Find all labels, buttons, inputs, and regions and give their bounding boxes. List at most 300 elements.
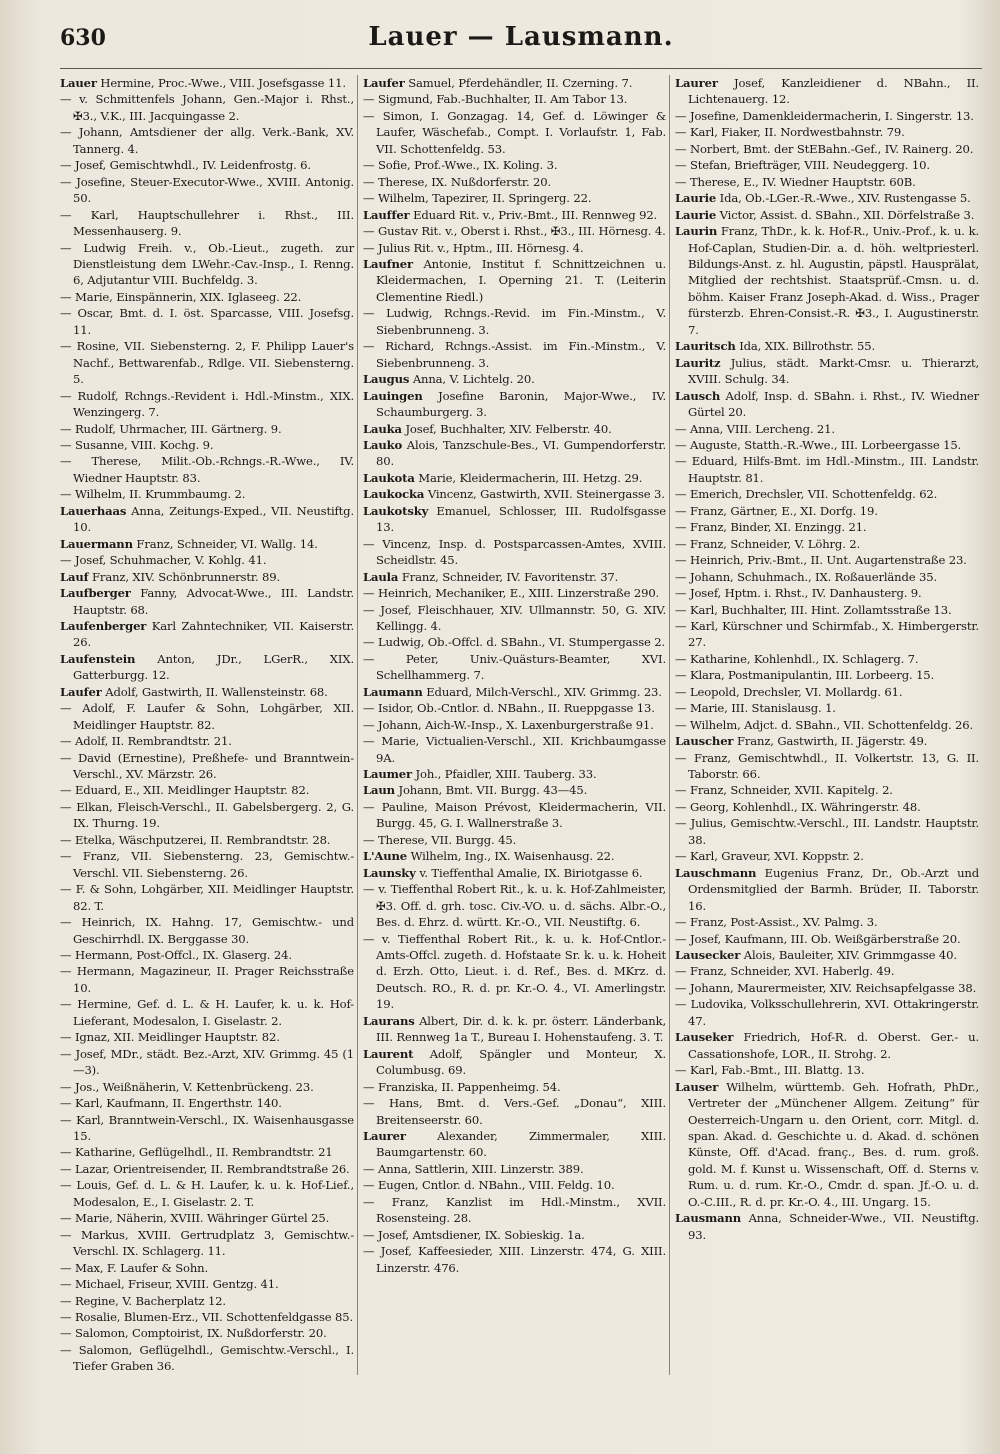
entry-surname: Laurin: [675, 224, 718, 239]
entry-details: — v. Schmittenfels Johann, Gen.-Major i. Rhst., ✠3., V.K., III. Jacquingasse 2.: [60, 92, 354, 123]
directory-entry: [363, 207, 666, 223]
directory-entry: [60, 585, 354, 618]
directory-entry: [675, 996, 979, 1029]
directory-entry: [363, 338, 666, 371]
entry-details: Josefine Baronin, Major-Wwe., IV. Schaumburgerg. 3.: [376, 388, 666, 420]
entry-details: — Isidor, Ob.-Cntlor. d. NBahn., II. Rueppgasse 13.: [363, 701, 655, 716]
entry-surname: Laurie: [675, 207, 717, 222]
directory-entry: [363, 536, 666, 569]
entry-details: — Eduard, E., XII. Meidlinger Hauptstr. 82.: [60, 783, 310, 798]
entry-details: Joh., Pfaidler, XIII. Tauberg. 33.: [415, 767, 597, 782]
entry-details: Wilhelm, württemb. Geh. Hofrath, PhDr., Vertreter der „Münchener Allgem. Zeitung“ für Oesterreich-Ungarn u. den Orient, corr. Mitgl. d. span. Akad. d. Geschichte u. d. Akad. d. schönen Künste, Off. d'Acad. franç., Bes. d. rum. groß. gold. M. f. Kunst u. Wissenschaft, Off. d. Sterns v. Rum. u. d. rum. Kr.-O., Cmdr. d. span. Jf.-O. u. d. O.-C.III., R. d. pr. Kr.-O. 4., III. Ungarg. 15.: [688, 1079, 979, 1209]
entry-surname: Lauf: [60, 569, 89, 584]
entry-details: — Heinrich, Priv.-Bmt., II. Unt. Augartenstraße 23.: [675, 553, 967, 568]
entry-details: — Max, F. Laufer & Sohn.: [60, 1260, 208, 1275]
entry-surname: Laukotsky: [363, 503, 429, 518]
entry-surname: Laurie: [675, 191, 717, 206]
entry-details: — Simon, I. Gonzagag. 14, Gef. d. Löwinger & Laufer, Wäschefab., Compt. I. Vorlaufstr. 1, Fab. VII. Schottenfeldg. 53.: [363, 108, 666, 156]
entry-details: Julius, städt. Markt-Cmsr. u. Thierarzt, XVIII. Schulg. 34.: [688, 355, 979, 387]
entry-details: — Jos., Weißnäherin, V. Kettenbrückeng. 23.: [60, 1079, 314, 1094]
entry-surname: Laurer: [675, 76, 718, 90]
directory-columns: [60, 75, 982, 1375]
entry-details: — Katharine, Kohlenhdl., IX. Schlagerg. 7.: [675, 651, 919, 666]
entry-details: — Johann, Amtsdiener der allg. Verk.-Bank, XV. Tannerg. 4.: [60, 125, 354, 156]
directory-entry: [363, 486, 666, 502]
entry-details: — Karl, Fab.-Bmt., III. Blattg. 13.: [675, 1063, 865, 1078]
directory-entry: [60, 1227, 354, 1260]
directory-entry: [60, 421, 354, 437]
directory-entry: [60, 1161, 354, 1177]
entry-details: — Franz, VII. Siebensterng. 23, Gemischtw.-Verschl. VII. Siebensterng. 26.: [60, 849, 354, 880]
entry-details: — Josef, Hptm. i. Rhst., IV. Danhausterg. 9.: [675, 586, 922, 601]
directory-entry: [675, 141, 979, 157]
directory-entry: [363, 684, 666, 700]
directory-entry: [675, 536, 979, 552]
directory-entry: [60, 124, 354, 157]
entry-details: Franz, Schneider, IV. Favoritenstr. 37.: [401, 569, 619, 584]
entry-details: — Marie, Näherin, XVIII. Währinger Gürtel 25.: [60, 1211, 330, 1226]
directory-entry: [675, 914, 979, 930]
entry-details: Franz, Gastwirth, II. Jägerstr. 49.: [736, 734, 928, 749]
entry-details: Johann, Bmt. VII. Burgg. 43—45.: [398, 783, 588, 798]
entry-details: Vincenz, Gastwirth, XVII. Steinergasse 3.: [427, 487, 665, 502]
entry-details: — Wilhelm, II. Krummbaumg. 2.: [60, 487, 246, 502]
entry-details: — Hermann, Magazineur, II. Prager Reichsstraße 10.: [60, 964, 354, 995]
entry-details: — Oscar, Bmt. d. I. öst. Sparcasse, VIII. Josefsg. 11.: [60, 306, 354, 337]
directory-entry: [675, 815, 979, 848]
entry-details: — Franz, Gemischtwhdl., II. Volkertstr. 13, G. II. Taborstr. 66.: [675, 750, 979, 782]
directory-entry: [363, 75, 666, 91]
directory-entry: [60, 1342, 354, 1375]
entry-details: Anna, V. Lichtelg. 20.: [412, 372, 535, 387]
directory-entry: [60, 1293, 354, 1309]
entry-details: — Michael, Friseur, XVIII. Gentzg. 41.: [60, 1277, 279, 1292]
entry-details: — Hermann, Post-Offcl., IX. Glaserg. 24.: [60, 948, 292, 963]
entry-surname: Laufenstein: [60, 651, 136, 666]
entry-details: — Lazar, Orientreisender, II. Rembrandtstraße 26.: [60, 1161, 350, 1176]
directory-entry: [363, 766, 666, 782]
entry-surname: Laurent: [363, 1046, 414, 1061]
entry-details: — David (Ernestine), Preßhefe- und Branntwein-Verschl., XV. Märzstr. 26.: [60, 750, 354, 782]
page-number: 630: [60, 25, 106, 51]
entry-details: — Johann, Maurermeister, XIV. Reichsapfelgasse 38.: [675, 980, 977, 995]
entry-details: Anton, JDr., LGerR., XIX. Gatterburgg. 12.: [73, 651, 354, 683]
directory-entry: [60, 1029, 354, 1045]
directory-entry: [363, 1046, 666, 1079]
entry-surname: Laufer: [363, 76, 405, 90]
entry-surname: Laurer: [363, 1129, 406, 1143]
column-3: [675, 75, 982, 1375]
directory-entry: [675, 865, 979, 914]
entry-details: Eduard Rit. v., Priv.-Bmt., III. Rennweg 92.: [413, 207, 658, 222]
entry-details: Hermine, Proc.-Wwe., VIII. Josefsgasse 11.: [100, 76, 346, 90]
entry-details: Anna, Zeitungs-Exped., VII. Neustiftg. 10.: [73, 503, 354, 535]
entry-surname: L'Aune: [363, 849, 408, 864]
entry-details: Alexander, Zimmermaler, XIII. Baumgartenstr. 60.: [376, 1129, 666, 1160]
directory-entry: [363, 1194, 666, 1227]
directory-entry: [363, 881, 666, 930]
directory-entry: [60, 1144, 354, 1160]
directory-entry: [675, 190, 979, 206]
entry-details: — Peter, Univ.-Quästurs-Beamter, XVI. Schellhammerg. 7.: [363, 651, 666, 683]
entry-details: — Karl, Buchhalter, III. Hint. Zollamtsstraße 13.: [675, 602, 952, 617]
entry-details: — Louis, Gef. d. L. & H. Laufer, k. u. k. Hof-Lief., Modesalon, E., I. Giselastr. 2. T.: [60, 1178, 354, 1209]
directory-entry: [363, 223, 666, 239]
entry-details: — Ludovika, Volksschullehrerin, XVI. Ottakringerstr. 47.: [675, 997, 979, 1028]
entry-surname: Lauser: [675, 1079, 719, 1094]
entry-details: — Franz, Gärtner, E., XI. Dorfg. 19.: [675, 503, 878, 518]
directory-entry: [675, 75, 979, 108]
entry-details: — Marie, III. Stanislausg. 1.: [675, 701, 836, 716]
directory-entry: [675, 1210, 979, 1243]
entry-details: — Josef, MDr., städt. Bez.-Arzt, XIV. Grimmg. 45 (1—3).: [60, 1046, 354, 1078]
directory-entry: [675, 519, 979, 535]
entry-details: — Elkan, Fleisch-Verschl., II. Gabelsbergerg. 2, G. IX. Thurng. 19.: [60, 799, 354, 831]
entry-details: — Josef, Gemischtwhdl., IV. Leidenfrostg. 6.: [60, 158, 311, 173]
entry-surname: Lauer: [60, 76, 97, 90]
entry-details: — Adolf, F. Laufer & Sohn, Lohgärber, XII. Meidlinger Hauptstr. 82.: [60, 701, 354, 732]
directory-entry: [60, 618, 354, 651]
directory-entry: [675, 157, 979, 173]
entry-details: Adolf, Gastwirth, II. Wallensteinstr. 68.: [105, 684, 328, 699]
entry-details: — Therese, E., IV. Wiedner Hauptstr. 60B.: [675, 174, 916, 189]
directory-entry: [363, 733, 666, 766]
directory-entry: [675, 1062, 979, 1078]
entry-surname: Lauerhaas: [60, 503, 127, 518]
directory-entry: [60, 1276, 354, 1292]
entry-surname: Laumer: [363, 767, 412, 782]
entry-details: — Salomon, Geflügelhdl., Gemischtw.-Verschl., I. Tiefer Graben 36.: [60, 1342, 354, 1374]
directory-entry: [675, 717, 979, 733]
directory-entry: [60, 453, 354, 486]
directory-entry: [60, 289, 354, 305]
entry-surname: Laufner: [363, 256, 413, 271]
entry-details: — Franz, Schneider, V. Löhrg. 2.: [675, 536, 861, 551]
entry-surname: Lauffer: [363, 207, 410, 222]
entry-details: — Josef, Kaffeesieder, XIII. Linzerstr. 474, G. XIII. Linzerstr. 476.: [363, 1244, 666, 1275]
entry-details: — Klara, Postmanipulantin, III. Lorbeerg. 15.: [675, 668, 935, 683]
directory-entry: [60, 305, 354, 338]
entry-details: — Julius, Gemischtw.-Verschl., III. Landstr. Hauptstr. 38.: [675, 816, 979, 847]
entry-details: — Sofie, Prof.-Wwe., IX. Koling. 3.: [363, 158, 558, 173]
entry-surname: Lausch: [675, 388, 721, 403]
directory-entry: [675, 453, 979, 486]
directory-entry: [675, 651, 979, 667]
column-1: [60, 75, 358, 1375]
directory-entry: [363, 782, 666, 798]
entry-details: — Katharine, Geflügelhdl., II. Rembrandtstr. 21: [60, 1145, 333, 1160]
entry-surname: Lauingen: [363, 388, 423, 403]
entry-details: — Marie, Victualien-Verschl., XII. Krichbaumgasse 9A.: [363, 734, 666, 765]
entry-details: — Therese, IX. Nußdorferstr. 20.: [363, 174, 552, 189]
directory-entry: [363, 569, 666, 585]
entry-details: — Gustav Rit. v., Oberst i. Rhst., ✠3., III. Hörnesg. 4.: [363, 224, 666, 239]
directory-entry: [675, 667, 979, 683]
entry-surname: Launsky: [363, 865, 416, 880]
entry-surname: Laun: [363, 783, 395, 798]
directory-entry: [363, 651, 666, 684]
directory-entry: [60, 799, 354, 832]
entry-details: — Josef, Amtsdiener, IX. Sobieskig. 1a.: [363, 1227, 585, 1242]
entry-details: — Rudolf, Uhrmacher, III. Gärtnerg. 9.: [60, 421, 282, 436]
entry-details: — Rosine, VII. Siebensterng. 2, F. Philipp Lauer's Nachf., Bettwarenfab., Rdlge. VII. Siebensterng. 5.: [60, 339, 354, 387]
entry-details: Franz, Schneider, VI. Wallg. 14.: [136, 536, 318, 551]
directory-entry: [675, 174, 979, 190]
entry-surname: Laufer: [60, 684, 102, 699]
directory-entry: [675, 388, 979, 421]
directory-entry: [675, 585, 979, 601]
directory-entry: [675, 799, 979, 815]
directory-entry: [60, 684, 354, 700]
entry-details: — Auguste, Statth.-R.-Wwe., III. Lorbeergasse 15.: [675, 437, 962, 452]
directory-entry: [675, 980, 979, 996]
entry-details: — Karl, Kürschner und Schirmfab., X. Himbergerstr. 27.: [675, 618, 979, 650]
directory-entry: [363, 437, 666, 470]
entry-details: — F. & Sohn, Lohgärber, XII. Meidlinger Hauptstr. 82. T.: [60, 882, 354, 913]
entry-details: — Franz, Schneider, XVI. Haberlg. 49.: [675, 964, 895, 979]
entry-details: — Anna, VIII. Lercheng. 21.: [675, 421, 835, 436]
entry-details: — Norbert, Bmt. der StEBahn.-Gef., IV. Rainerg. 20.: [675, 141, 974, 156]
entry-details: — Johann, Aich-W.-Insp., X. Laxenburgerstraße 91.: [363, 717, 654, 732]
directory-entry: [363, 717, 666, 733]
entry-details: — Wilhelm, Adjct. d. SBahn., VII. Schottenfeldg. 26.: [675, 717, 974, 732]
entry-surname: Laula: [363, 569, 399, 584]
entry-details: — Josefine, Steuer-Executor-Wwe., XVIII. Antonig. 50.: [60, 174, 354, 206]
directory-entry: [675, 700, 979, 716]
directory-entry: [60, 996, 354, 1029]
directory-entry: [363, 799, 666, 832]
directory-entry: [363, 1227, 666, 1243]
entry-surname: Lauermann: [60, 536, 133, 551]
entry-details: Emanuel, Schlosser, III. Rudolfsgasse 13.: [376, 503, 666, 535]
directory-entry: [60, 733, 354, 749]
directory-entry: [60, 1046, 354, 1079]
directory-entry: [60, 240, 354, 289]
entry-details: Franz, XIV. Schönbrunnerstr. 89.: [92, 569, 281, 584]
entry-details: — Stefan, Briefträger, VIII. Neudeggerg. 10.: [675, 158, 930, 173]
directory-entry: [363, 1128, 666, 1161]
directory-entry: [363, 256, 666, 305]
directory-entry: [60, 503, 354, 536]
directory-entry: [60, 486, 354, 502]
entry-details: Anna, Schneider-Wwe., VII. Neustiftg. 93.: [688, 1211, 980, 1242]
directory-entry: [363, 108, 666, 157]
page-title: Lauer — Lausmann.: [368, 22, 674, 52]
directory-entry: [363, 421, 666, 437]
entry-details: — Markus, XVIII. Gertrudplatz 3, Gemischtw.-Verschl. IX. Schlagerg. 11.: [60, 1227, 354, 1259]
entry-details: Adolf, Insp. d. SBahn. i. Rhst., IV. Wiedner Gürtel 20.: [688, 388, 979, 420]
entry-details: — Josefine, Damenkleidermacherin, I. Singerstr. 13.: [675, 108, 974, 123]
directory-entry: [363, 1013, 666, 1046]
entry-details: Fanny, Advocat-Wwe., III. Landstr. Hauptstr. 68.: [73, 586, 354, 617]
entry-details: — Rosalie, Blumen-Erz., VII. Schottenfeldgasse 85.: [60, 1309, 354, 1324]
entry-details: Josef, Buchhalter, XIV. Felberstr. 40.: [405, 421, 612, 436]
entry-details: — Georg, Kohlenhdl., IX. Währingerstr. 48.: [675, 799, 921, 814]
directory-entry: [363, 174, 666, 190]
entry-surname: Lauritz: [675, 355, 721, 370]
directory-entry: [675, 437, 979, 453]
directory-entry: [60, 536, 354, 552]
directory-entry: [675, 421, 979, 437]
column-2: [363, 75, 670, 1375]
entry-details: — Wilhelm, Tapezirer, II. Springerg. 22.: [363, 191, 592, 206]
entry-surname: Lausecker: [675, 948, 741, 963]
entry-surname: Lausmann: [675, 1211, 742, 1226]
entry-details: — Franz, Post-Assist., XV. Palmg. 3.: [675, 915, 878, 930]
directory-entry: [675, 207, 979, 223]
entry-details: — Therese, Milit.-Ob.-Rchngs.-R.-Wwe., IV. Wiedner Hauptstr. 83.: [60, 454, 354, 485]
directory-entry: [363, 190, 666, 206]
entry-surname: Laukota: [363, 470, 415, 485]
directory-entry: [675, 338, 979, 354]
entry-details: Marie, Kleidermacherin, III. Hetzg. 29.: [418, 470, 643, 485]
entry-details: — Franz, Binder, XI. Enzingg. 21.: [675, 520, 867, 535]
directory-entry: [60, 437, 354, 453]
directory-entry: [60, 174, 354, 207]
directory-entry: [363, 700, 666, 716]
entry-details: Franz, ThDr., k. k. Hof-R., Univ.-Prof., k. u. k. Hof-Caplan, Studien-Dir. a. d. höh. weltpriesterl. Bildungs-Anst. z. hl. Augustin, päpstl. Hausprälat, Mitglied der rechtshist. Staatsprüf.-Cmsn. u. d. böhm. Kaiser Franz Joseph-Akad. d. Wiss., Prager fürsterzb. Ehren-Consist.-R. ✠3., I. Augustinerstr. 7.: [688, 224, 979, 337]
entry-surname: Laugus: [363, 372, 410, 387]
entry-details: — v. Tieffenthal Robert Rit., k. u. k. Hof-Cntlor.-Amts-Offcl. zugeth. d. Hofstaate Sr. k. u. k. Hoheit d. Erzh. Otto, Lieut. i. d. Ref., Bes. d. MKrz. d. Deutsch. RO., R. d. pr. Kr.-O. 4., VI. Amerlingstr. 19.: [363, 931, 666, 1012]
directory-entry: [60, 1325, 354, 1341]
directory-entry: [675, 618, 979, 651]
directory-entry: [675, 503, 979, 519]
directory-entry: [60, 1112, 354, 1145]
directory-entry: [675, 684, 979, 700]
entry-details: — Hermine, Gef. d. L. & H. Laufer, k. u. k. Hof-Lieferant, Modesalon, I. Giselastr. 2.: [60, 997, 354, 1028]
entry-details: — Vincenz, Insp. d. Postsparcassen-Amtes, XVIII. Scheidlstr. 45.: [363, 536, 666, 568]
directory-entry: [363, 832, 666, 848]
entry-details: — Karl, Fiaker, II. Nordwestbahnstr. 79.: [675, 125, 905, 140]
directory-entry: [363, 602, 666, 635]
directory-entry: [60, 914, 354, 947]
directory-entry: [675, 124, 979, 140]
directory-entry: [675, 486, 979, 502]
directory-entry: [60, 1177, 354, 1210]
directory-entry: [675, 1029, 979, 1062]
entry-surname: Lauritsch: [675, 339, 736, 354]
entry-surname: Lauscher: [675, 734, 734, 749]
entry-details: — Johann, Schuhmach., IX. Roßauerlände 35.: [675, 569, 937, 584]
directory-entry: [60, 1260, 354, 1276]
directory-entry: [675, 602, 979, 618]
entry-details: — Leopold, Drechsler, VI. Mollardg. 61.: [675, 684, 903, 699]
entry-details: — Ignaz, XII. Meidlinger Hauptstr. 82.: [60, 1030, 280, 1045]
directory-entry: [675, 750, 979, 783]
directory-entry: [675, 1079, 979, 1211]
directory-entry: [60, 207, 354, 240]
directory-entry: [675, 355, 979, 388]
entry-details: — Josef, Kaufmann, III. Ob. Weißgärberstraße 20.: [675, 931, 961, 946]
directory-entry: [675, 733, 979, 749]
entry-details: Alois, Tanzschule-Bes., VI. Gumpendorferstr. 80.: [376, 437, 666, 469]
directory-entry: [363, 1161, 666, 1177]
entry-details: — Eugen, Cntlor. d. NBahn., VIII. Feldg. 10.: [363, 1178, 615, 1193]
directory-entry: [363, 305, 666, 338]
entry-surname: Lauseker: [675, 1030, 734, 1045]
entry-details: Ida, Ob.-LGer.-R.-Wwe., XIV. Rustengasse 5.: [719, 191, 971, 206]
entry-details: — Hans, Bmt. d. Vers.-Gef. „Donau“, XIII. Breitenseerstr. 60.: [363, 1096, 666, 1127]
entry-details: Victor, Assist. d. SBahn., XII. Dörfelstraße 3.: [719, 207, 975, 222]
entry-details: — Franz, Kanzlist im Hdl.-Minstm., XVII. Rosensteing. 28.: [363, 1194, 666, 1226]
entry-surname: Laukocka: [363, 487, 425, 502]
directory-entry: [60, 832, 354, 848]
entry-details: Adolf, Spängler und Monteur, X. Columbusg. 69.: [376, 1046, 666, 1078]
entry-details: — Adolf, II. Rembrandtstr. 21.: [60, 734, 232, 749]
directory-entry: [363, 1095, 666, 1128]
page-header: [60, 22, 982, 69]
directory-entry: [363, 240, 666, 256]
entry-details: Samuel, Pferdehändler, II. Czerning. 7.: [408, 76, 633, 90]
entry-details: Eugenius Franz, Dr., Ob.-Arzt und Ordensmitglied der Barmh. Brüder, II. Taborstr. 16.: [688, 865, 979, 913]
directory-entry: [363, 1079, 666, 1095]
entry-details: Alois, Bauleiter, XIV. Grimmgasse 40.: [743, 948, 957, 963]
entry-details: — Rudolf, Rchngs.-Revident i. Hdl.-Minstm., XIX. Wenzingerg. 7.: [60, 388, 354, 420]
entry-details: — Karl, Hauptschullehrer i. Rhst., III. Messenhauserg. 9.: [60, 207, 354, 239]
entry-details: — Marie, Einspännerin, XIX. Iglaseeg. 22.: [60, 289, 302, 304]
directory-entry: [363, 1177, 666, 1193]
entry-details: — Karl, Kaufmann, II. Engerthstr. 140.: [60, 1096, 282, 1111]
directory-entry: [60, 338, 354, 387]
entry-details: — Ludwig, Rchngs.-Revid. im Fin.-Minstm., V. Siebenbrunneng. 3.: [363, 306, 666, 337]
entry-details: — Eduard, Hilfs-Bmt. im Hdl.-Minstm., III. Landstr. Hauptstr. 81.: [675, 454, 979, 485]
entry-details: — Therese, VII. Burgg. 45.: [363, 832, 517, 847]
directory-entry: [363, 1243, 666, 1276]
entry-details: — Julius Rit. v., Hptm., III. Hörnesg. 4.: [363, 240, 584, 255]
directory-entry: [675, 223, 979, 338]
directory-entry: [675, 552, 979, 568]
entry-details: Antonie, Institut f. Schnittzeichnen u. Kleidermachen, I. Operning 21. T. (Leiterin Clementine Riedl.): [376, 256, 666, 304]
directory-entry: [675, 569, 979, 585]
directory-entry: [363, 865, 666, 881]
directory-entry: [60, 1210, 354, 1226]
directory-entry: [363, 634, 666, 650]
entry-details: — Karl, Graveur, XVI. Koppstr. 2.: [675, 849, 864, 864]
entry-details: — Pauline, Maison Prévost, Kleidermacherin, VII. Burgg. 45, G. I. Wallnerstraße 3.: [363, 799, 666, 831]
entry-details: — Josef, Schuhmacher, V. Kohlg. 41.: [60, 553, 267, 568]
entry-surname: Laumann: [363, 684, 423, 699]
entry-details: — Susanne, VIII. Kochg. 9.: [60, 437, 214, 452]
entry-details: v. Tieffenthal Amalie, IX. Biriotgasse 6.: [419, 865, 643, 880]
entry-details: — Heinrich, IX. Hahng. 17, Gemischtw.- und Geschirrhdl. IX. Berggasse 30.: [60, 915, 354, 946]
entry-surname: Laurans: [363, 1013, 415, 1028]
directory-entry: [675, 782, 979, 798]
directory-entry: [60, 569, 354, 585]
directory-entry: [363, 931, 666, 1013]
directory-entry: [60, 651, 354, 684]
directory-entry: [363, 848, 666, 864]
entry-details: Wilhelm, Ing., IX. Waisenhausg. 22.: [410, 849, 615, 864]
entry-details: Friedrich, Hof-R. d. Oberst. Ger.- u. Cassationshofe, LOR., II. Strohg. 2.: [688, 1030, 979, 1061]
directory-entry: [675, 848, 979, 864]
directory-entry: [363, 388, 666, 421]
entry-details: Karl Zahntechniker, VII. Kaiserstr. 26.: [73, 618, 354, 650]
directory-entry: [675, 947, 979, 963]
directory-entry: [363, 470, 666, 486]
entry-details: — Anna, Sattlerin, XIII. Linzerstr. 389.: [363, 1161, 584, 1176]
entry-details: — Josef, Fleischhauer, XIV. Ullmannstr. 50, G. XIV. Kellingg. 4.: [363, 602, 666, 633]
directory-entry: [60, 947, 354, 963]
directory-entry: [363, 91, 666, 107]
entry-details: — Sigmund, Fab.-Buchhalter, II. Am Tabor 13.: [363, 92, 628, 107]
entry-details: — Heinrich, Mechaniker, E., XIII. Linzerstraße 290.: [363, 586, 660, 601]
directory-entry: [363, 157, 666, 173]
directory-entry: [60, 1095, 354, 1111]
entry-details: Ida, XIX. Billrothstr. 55.: [739, 339, 876, 354]
entry-details: Josef, Kanzleidiener d. NBahn., II. Lichtenauerg. 12.: [688, 76, 979, 107]
entry-details: — v. Tieffenthal Robert Rit., k. u. k. Hof-Zahlmeister, ✠3. Off. d. grh. tosc. Civ.-VO. u. d. sächs. Albr.-O., Bes. d. Ehrz. d. württ. Kr.-O., VII. Neustiftg. 6.: [363, 882, 666, 930]
directory-entry: [60, 881, 354, 914]
